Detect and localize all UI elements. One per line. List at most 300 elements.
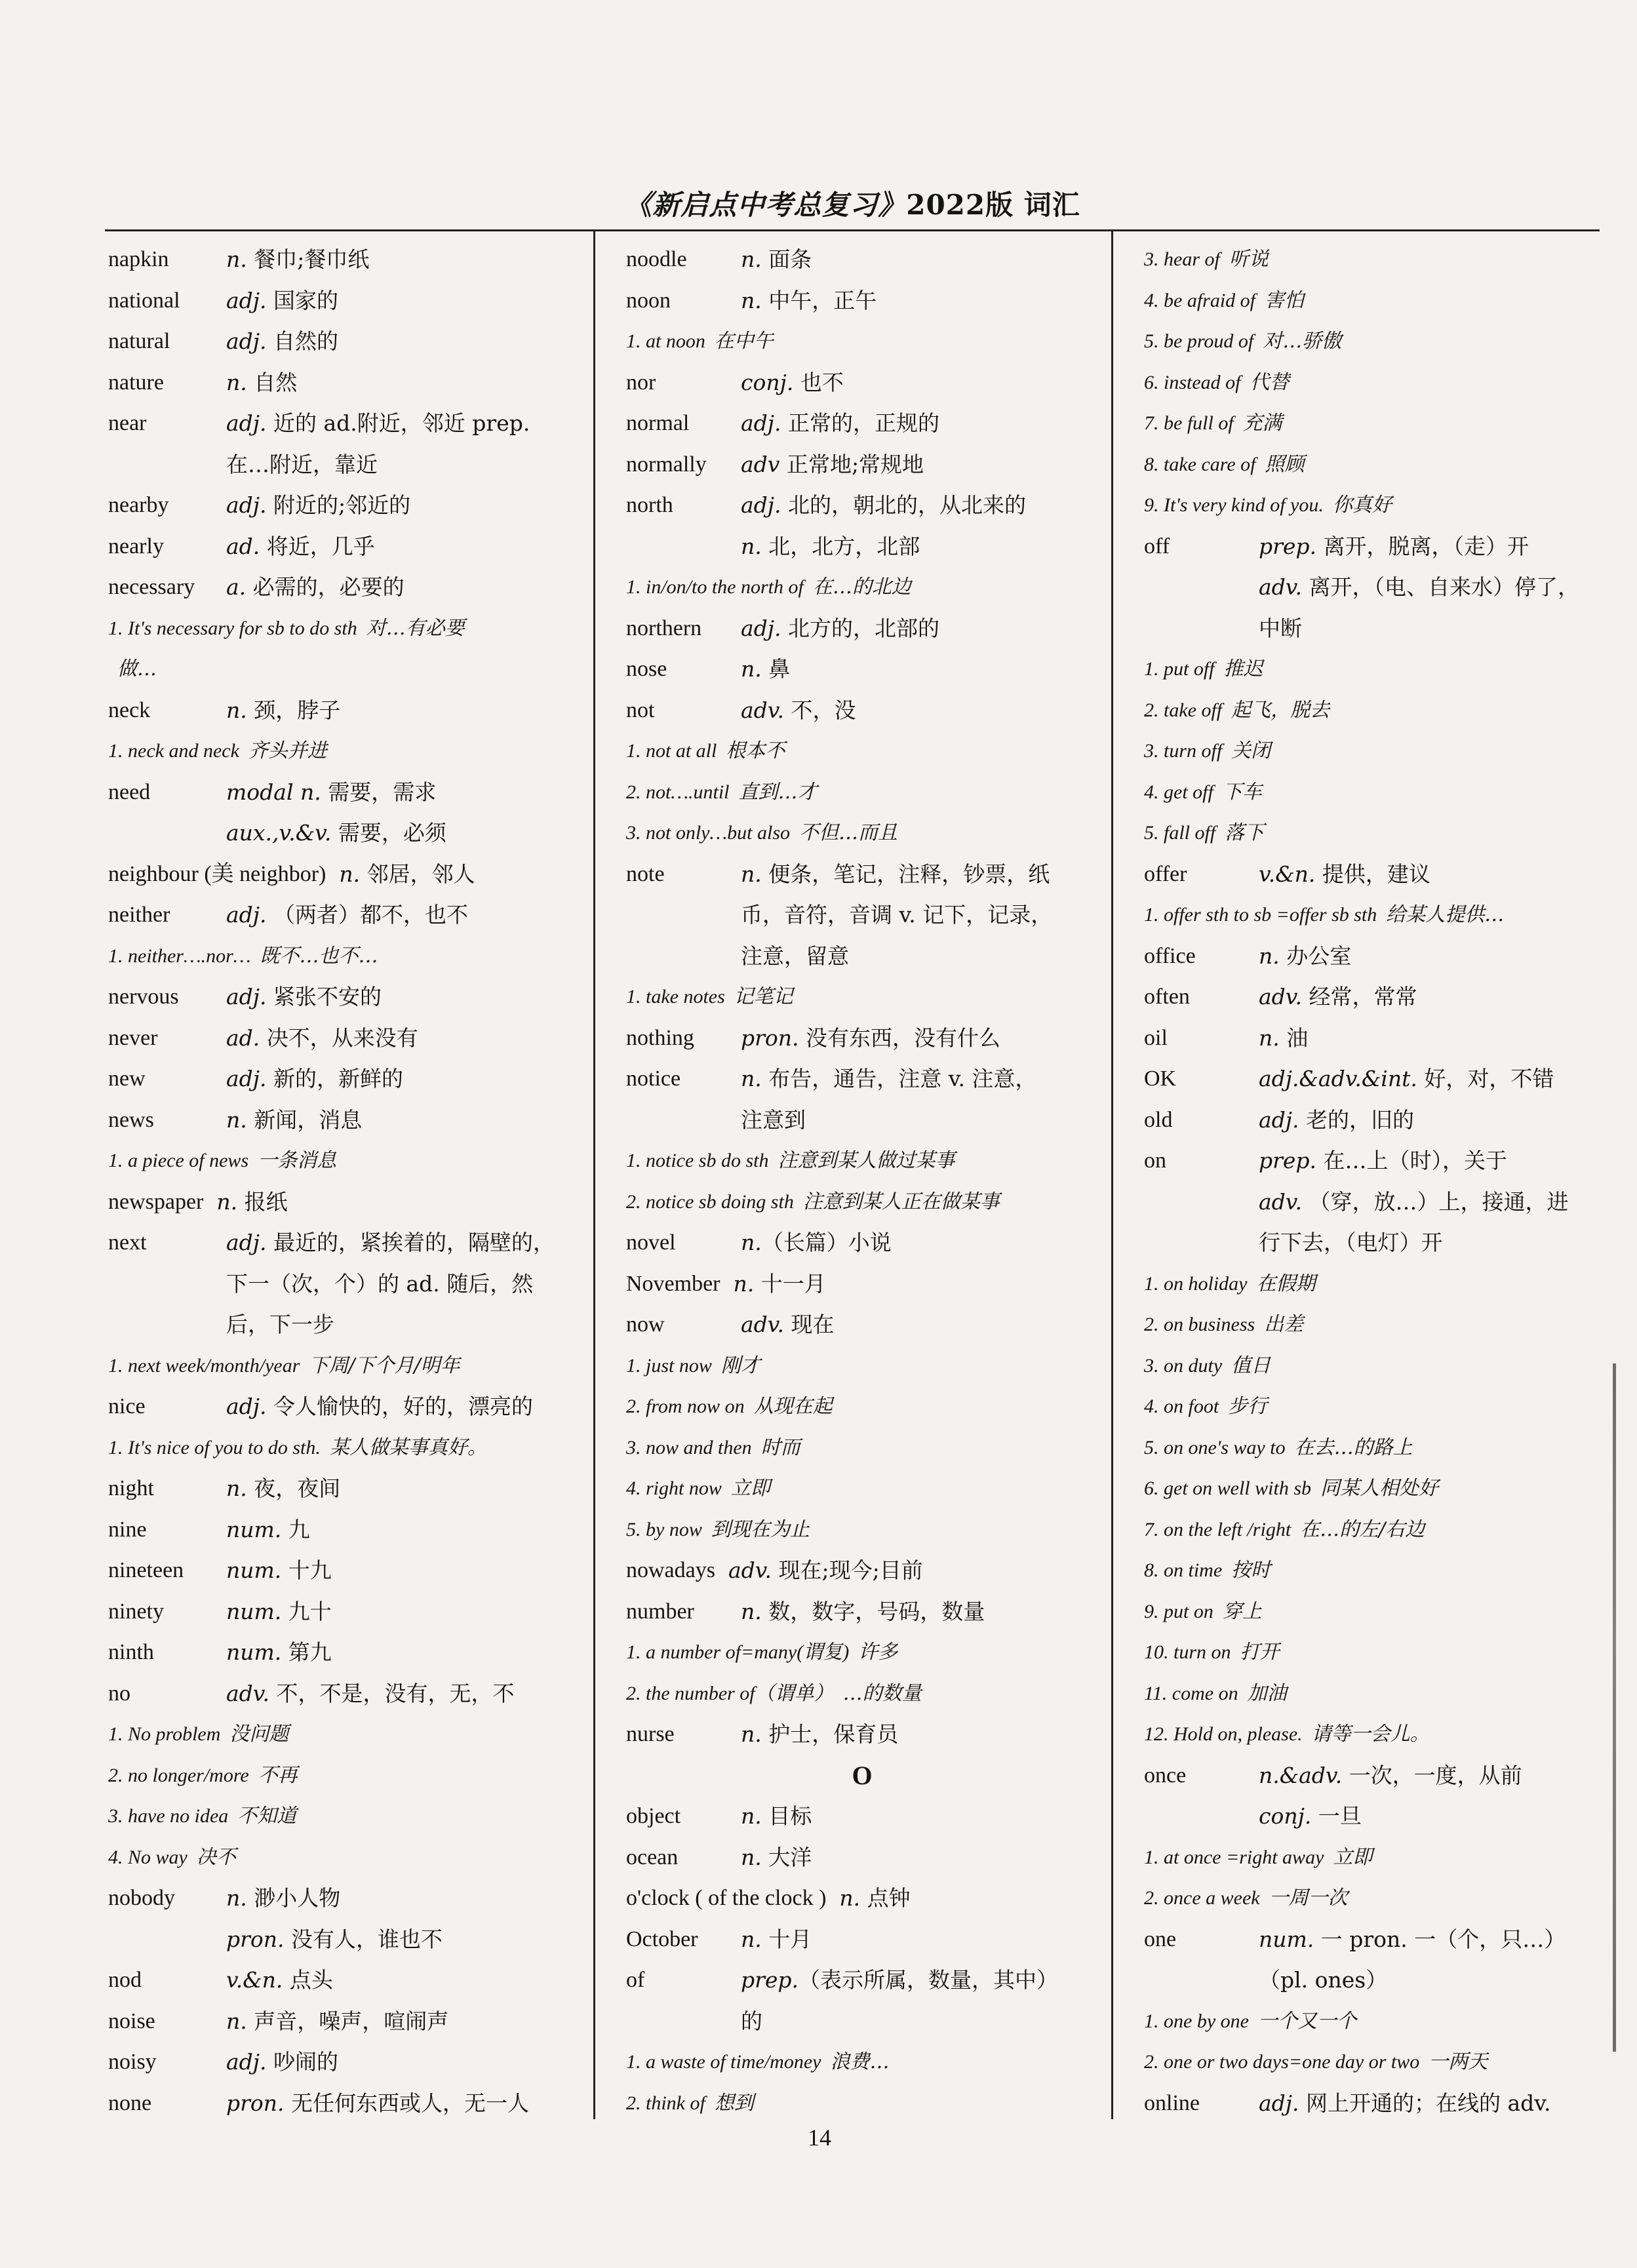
definition: n. 鼻 (741, 656, 791, 682)
vocab-entry (108, 1510, 580, 1551)
headword: nor (626, 370, 656, 395)
phrase-row (626, 2042, 1098, 2083)
phrase-english: 4. get off (1144, 781, 1213, 803)
vocab-column-1 (108, 239, 580, 2124)
headword: noon (626, 288, 671, 313)
vocab-entry (626, 1222, 1098, 1264)
headword: neighbour (美 neighbor) (108, 861, 326, 886)
header-rule (105, 229, 1600, 231)
phrase-chinese: 不再 (258, 1763, 298, 1787)
phrase-row (1144, 1632, 1616, 1673)
definition: n. 点钟 (839, 1885, 911, 1911)
phrase-chinese: 一周一次 (1269, 1887, 1348, 1909)
headword: night (108, 1476, 154, 1500)
definition-continuation (1144, 1796, 1616, 1837)
phrase-chinese: 落下 (1225, 821, 1265, 844)
phrase-chinese: 出差 (1264, 1313, 1304, 1336)
vocab-entry (626, 1837, 1098, 1879)
headword: noisy (108, 2050, 157, 2074)
phrase-chinese: 注意到某人正在做某事 (802, 1190, 1000, 1213)
phrase-english: 1. a waste of time/money (626, 2051, 821, 2073)
definition: n.&adv. 一次，一度，从前 (1259, 1762, 1522, 1788)
definition-continuation (1144, 1960, 1616, 2001)
phrase-english: 1. a number of=many(谓复) (626, 1641, 850, 1663)
phrase-english: 2. the number of（谓单） (626, 1682, 834, 1704)
definition: n. 护士，保育员 (741, 1721, 899, 1747)
definition: num. 十九 (226, 1557, 332, 1583)
phrase-row (1144, 485, 1616, 526)
definition: adj. 自然的 (226, 328, 339, 354)
definition: adj.&adv.&int. 好，对，不错 (1259, 1066, 1554, 1091)
phrase-row (1144, 1592, 1616, 1633)
vocab-column-3 (1144, 239, 1616, 2124)
headword: newspaper (108, 1189, 204, 1214)
phrase-chinese: 按时 (1231, 1559, 1271, 1582)
phrase-chinese: 直到…才 (738, 780, 818, 804)
phrase-chinese: 害怕 (1265, 288, 1304, 312)
definition: adv. 现在 (741, 1312, 835, 1337)
definition: ad. 将近，几乎 (226, 533, 375, 559)
phrase-chinese: 到现在为止 (711, 1517, 810, 1541)
headword: nod (108, 1968, 142, 1992)
phrase-chinese: 起飞，脱去 (1231, 698, 1330, 722)
vocab-entry (108, 1182, 580, 1223)
headword: news (108, 1107, 154, 1132)
phrase-row (108, 1755, 580, 1797)
headword: near (108, 411, 147, 435)
phrase-english: 9. put on (1144, 1600, 1213, 1622)
definition: adj. （两者）都不，也不 (226, 902, 469, 928)
vocab-entry (626, 1714, 1098, 1755)
headword: once (1144, 1763, 1187, 1788)
phrase-chinese: 下车 (1222, 780, 1262, 804)
definition: prep. 在…上（时），关于 (1259, 1148, 1508, 1173)
headword: off (1144, 534, 1170, 558)
column-divider-1 (593, 231, 595, 2119)
definition: n. 邻居，邻人 (339, 861, 475, 887)
definition: n. 便条，笔记，注释，钞票，纸 (741, 861, 1050, 887)
vocab-entry (626, 1796, 1098, 1837)
definition: 行下去，（电灯）开 (1259, 1230, 1443, 1255)
headword: online (1144, 2090, 1200, 2115)
phrase-chinese: 在中午 (714, 330, 774, 353)
phrase-chinese: 不知道 (237, 1805, 297, 1828)
phrase-english: 2. not….until (626, 781, 730, 803)
phrase-english: 3. on duty (1144, 1354, 1223, 1377)
phrase-english: 6. get on well with sb (1144, 1477, 1311, 1499)
phrase-chinese: 对…骄傲 (1263, 330, 1342, 353)
vocab-entry (108, 1550, 580, 1592)
definition: adj. 紧张不安的 (226, 984, 382, 1009)
phrase-chinese: 下周/下个月/明年 (309, 1354, 460, 1377)
phrase-chinese: 立即 (730, 1477, 770, 1500)
vocab-entry (108, 567, 580, 608)
phrase-row (626, 321, 1098, 362)
phrase-row (626, 1510, 1098, 1551)
headword: nearby (108, 493, 169, 517)
edition-year: 2022版 (906, 189, 1014, 221)
phrase-chinese: 关闭 (1231, 739, 1271, 762)
definition: modal n. 需要，需求 (226, 779, 437, 805)
definition: pron. 没有东西，没有什么 (741, 1025, 1001, 1051)
phrase-chinese: 你真好 (1332, 494, 1392, 517)
vocab-entry (108, 1018, 580, 1059)
headword: object (626, 1804, 681, 1828)
definition: num. 第九 (226, 1639, 332, 1665)
phrase-english: 2. take off (1144, 699, 1223, 721)
phrase-row (626, 1182, 1098, 1223)
phrase-english: 4. right now (626, 1477, 722, 1499)
phrase-row (108, 1346, 580, 1387)
headword: neither (108, 903, 170, 927)
phrase-english: 5. be proud of (1144, 330, 1254, 352)
book-title: 《新启点中考总复习》 (624, 189, 907, 221)
phrase-english: 1. offer sth to sb =offer sb sth (1144, 904, 1377, 926)
definition: adv. （穿，放…）上，接通，进 (1259, 1188, 1569, 1215)
headword: nice (108, 1394, 146, 1418)
definition: 在…附近，靠近 (226, 451, 378, 477)
vocab-entry (1144, 526, 1616, 568)
vocab-entry (626, 690, 1098, 732)
vocab-entry (1144, 1018, 1616, 1059)
headword: one (1144, 1926, 1177, 1951)
phrase-chinese: 决不 (196, 1845, 236, 1869)
definition: prep.（表示所属，数量，其中） (741, 1967, 1059, 1993)
phrase-chinese: 听说 (1229, 248, 1269, 271)
definition: adj. 令人愉快的，好的，漂亮的 (226, 1394, 534, 1419)
headword: normally (626, 452, 707, 477)
definition-continuation (108, 1304, 580, 1346)
vocab-entry (1144, 1100, 1616, 1141)
vocab-entry (626, 362, 1098, 404)
definition: n. 油 (1259, 1025, 1309, 1051)
vocab-entry (626, 1550, 1098, 1592)
vocab-entry (626, 1878, 1098, 1919)
phrase-english: 6. instead of (1144, 371, 1241, 393)
headword: noise (108, 2008, 155, 2033)
letter-heading: O (852, 1760, 873, 1790)
definition: n. 北，北方，北部 (741, 533, 920, 559)
phrase-english: 3. turn off (1144, 740, 1223, 762)
headword: nowadays (626, 1558, 715, 1582)
definition: n. 报纸 (216, 1188, 288, 1215)
phrase-row (626, 1141, 1098, 1182)
phrase-english: 3. now and then (626, 1436, 752, 1458)
definition: n. 餐巾;餐巾纸 (226, 246, 370, 272)
phrase-english: 1. on holiday (1144, 1272, 1248, 1295)
phrase-english: 3. not only…but also (626, 822, 791, 844)
vocab-entry (626, 1304, 1098, 1346)
headword: number (626, 1599, 694, 1624)
headword: natural (108, 329, 170, 353)
phrase-chinese: 立即 (1333, 1845, 1373, 1869)
headword: national (108, 288, 180, 313)
headword: not (626, 697, 655, 722)
phrase-row (1144, 281, 1616, 322)
vocab-entry (108, 281, 580, 322)
definition: n. 自然 (226, 369, 298, 395)
definition: pron. 无任何东西或人，无一人 (226, 2090, 530, 2116)
phrase-row (108, 1714, 580, 1755)
phrase-english: 8. take care of (1144, 453, 1256, 475)
phrase-english: 1. not at all (626, 740, 717, 762)
definition-continuation (1144, 1222, 1616, 1264)
phrase-row (1144, 444, 1616, 486)
phrase-chinese: 照顾 (1265, 452, 1305, 476)
phrase-row (108, 1796, 580, 1837)
phrase-row (626, 977, 1098, 1018)
vocab-entry (108, 1386, 580, 1428)
phrase-row (626, 567, 1098, 608)
vocab-entry (626, 444, 1098, 486)
phrase-row (1144, 1304, 1616, 1346)
headword: nine (108, 1517, 147, 1542)
definition: adj. 网上开通的；在线的 adv. (1259, 2090, 1551, 2116)
headword: October (626, 1926, 698, 1951)
phrase-row (626, 1346, 1098, 1387)
phrase-row (1144, 321, 1616, 362)
headword: o'clock ( of the clock ) (626, 1886, 827, 1910)
headword: ocean (626, 1845, 679, 1869)
vocab-entry (626, 1018, 1098, 1059)
vocab-entry (108, 1878, 580, 1919)
phrase-row (1144, 1346, 1616, 1387)
definition: n. 办公室 (1259, 943, 1352, 969)
phrase-row (1144, 2042, 1616, 2083)
column-divider-2 (1111, 231, 1113, 2119)
definition-continuation (108, 1919, 580, 1961)
phrase-chinese: 许多 (858, 1641, 898, 1664)
headword: old (1144, 1107, 1173, 1132)
definition: （pl. ones） (1259, 1967, 1388, 1993)
phrase-row (108, 1837, 580, 1879)
definition-continuation (1144, 1182, 1616, 1223)
definition: adv. 经常，常常 (1259, 984, 1417, 1009)
definition: adj. 附近的;邻近的 (226, 492, 411, 518)
phrase-row (1144, 1837, 1616, 1879)
vocab-entry (108, 321, 580, 362)
definition: num. 九 (226, 1516, 310, 1542)
phrase-english: 2. notice sb doing sth (626, 1190, 794, 1213)
phrase-row (626, 1386, 1098, 1428)
vocab-entry (626, 485, 1098, 526)
headword: nose (626, 657, 667, 681)
phrase-chinese: 打开 (1240, 1641, 1280, 1664)
headword: north (626, 493, 673, 517)
phrase-row (1144, 690, 1616, 732)
definition-continuation (108, 444, 580, 486)
headword: note (626, 861, 665, 886)
phrase-chinese: 加油 (1247, 1681, 1287, 1705)
phrase-row (1144, 1264, 1616, 1305)
vocab-entry (626, 1264, 1098, 1305)
phrase-chinese: 齐头并进 (248, 739, 327, 762)
page-header (105, 184, 1600, 229)
phrase-chinese: 在…的左/右边 (1300, 1517, 1425, 1541)
phrase-english: 1. take notes (626, 986, 725, 1007)
phrase-chinese: 对…有必要 (366, 616, 465, 640)
phrase-english: 7. be full of (1144, 412, 1234, 434)
phrase-chinese: 在去…的路上 (1294, 1436, 1413, 1459)
definition: n. 十月 (741, 1926, 812, 1952)
phrase-chinese: 请等一会儿。 (1311, 1723, 1430, 1746)
phrase-english: 9. It's very kind of you. (1144, 494, 1324, 516)
definition: adj. 吵闹的 (226, 2049, 339, 2075)
definition: adv. 不，没 (741, 697, 856, 723)
definition: 中断 (1259, 615, 1302, 641)
vocab-entry (626, 649, 1098, 690)
phrase-english: 1. No problem (108, 1723, 221, 1745)
headword: no (108, 1681, 130, 1706)
definition: adj. 近的 ad.附近，邻近 prep. (226, 410, 530, 436)
phrase-row (108, 1428, 580, 1469)
phrase-english: 1. in/on/to the north of (626, 576, 804, 598)
phrase-english: 1. put off (1144, 658, 1215, 680)
phrase-english: 1. just now (626, 1354, 712, 1377)
headword: oil (1144, 1025, 1168, 1050)
definition-continuation (626, 1100, 1098, 1141)
phrase-row (626, 813, 1098, 854)
phrase-english: 1. at noon (626, 330, 705, 352)
phrase-chinese: 既不…也不… (260, 944, 378, 968)
section-name: 词汇 (1023, 189, 1080, 221)
phrase-chinese: 想到 (714, 2091, 754, 2115)
phrase-english: 1. neither….nor… (108, 945, 251, 967)
phrase-chinese: …的数量 (842, 1681, 922, 1705)
definition: 币，音符，音调 v. 记下，记录， (741, 902, 1053, 928)
phrase-chinese: 值日 (1231, 1354, 1271, 1377)
definition: n. 面条 (741, 246, 812, 272)
phrase-english: 4. be afraid of (1144, 289, 1255, 311)
definition: prep. 离开，脱离，（走）开 (1259, 533, 1529, 559)
phrase-chinese: 给某人提供… (1386, 903, 1505, 926)
definition: n. 大洋 (741, 1844, 812, 1870)
definition-continuation (108, 813, 580, 854)
phrase-row (1144, 1878, 1616, 1919)
headword: office (1144, 943, 1196, 968)
vocab-entry (108, 1960, 580, 2001)
phrase-english: 1. next week/month/year (108, 1354, 300, 1377)
phrase-row (108, 608, 580, 650)
definition: ad. 决不，从来没有 (226, 1025, 418, 1051)
headword: necessary (108, 575, 195, 599)
definition: n. 渺小人物 (226, 1885, 341, 1911)
phrase-chinese: 根本不 (726, 739, 785, 762)
phrase-row (1144, 1428, 1616, 1469)
headword: none (108, 2090, 152, 2115)
phrase-chinese: 穿上 (1222, 1599, 1262, 1623)
headword: new (108, 1066, 146, 1091)
definition-continuation (626, 2001, 1098, 2043)
vocab-entry (108, 1059, 580, 1100)
headword: now (626, 1312, 665, 1337)
vocab-entry (108, 485, 580, 526)
headword: nurse (626, 1722, 675, 1746)
vocab-entry (108, 362, 580, 404)
definition: adj. 老的，旧的 (1259, 1106, 1415, 1133)
vocab-entry (626, 1592, 1098, 1633)
phrase-chinese: 从现在起 (753, 1395, 833, 1418)
vocab-entry (1144, 854, 1616, 895)
headword: November (626, 1271, 720, 1296)
phrase-row (626, 731, 1098, 772)
phrase-english: 1. a piece of news (108, 1150, 249, 1171)
phrase-english: 5. by now (626, 1518, 702, 1540)
headword: nature (108, 370, 164, 395)
phrase-row (1144, 362, 1616, 404)
phrase-chinese: 步行 (1228, 1395, 1268, 1418)
phrase-row (1144, 403, 1616, 444)
headword: novel (626, 1230, 676, 1255)
vocab-entry (626, 854, 1098, 895)
definition: n. 十一月 (733, 1270, 826, 1297)
definition: adj. 北方的，北部的 (741, 615, 940, 641)
definition-continuation (626, 936, 1098, 977)
definition: adj. 最近的，紧挨着的，隔壁的， (226, 1230, 555, 1255)
phrase-chinese: 时而 (760, 1436, 800, 1459)
headword: next (108, 1230, 147, 1255)
headword: nothing (626, 1025, 694, 1050)
phrase-chinese: 刚才 (720, 1354, 760, 1377)
headword: often (1144, 985, 1190, 1009)
headword: OK (1144, 1066, 1177, 1091)
headword: northern (626, 616, 702, 640)
definition: conj. 一旦 (1259, 1803, 1362, 1829)
definition: 注意到 (741, 1106, 806, 1133)
phrase-chinese: 在…的北边 (812, 576, 911, 598)
phrase-english: 2. one or two days=one day or two (1144, 2051, 1420, 2073)
vocab-entry (108, 690, 580, 732)
phrase-chinese: 浪费… (830, 2050, 890, 2073)
definition: n. 数，数字，号码，数量 (741, 1598, 985, 1624)
phrase-english: 2. think of (626, 2092, 705, 2114)
definition: pron. 没有人，谁也不 (226, 1926, 443, 1952)
definition: adj. 国家的 (226, 287, 339, 313)
phrase-chinese: 代替 (1250, 370, 1290, 394)
phrase-row (1144, 2001, 1616, 2043)
phrase-english: 5. on one's way to (1144, 1436, 1286, 1458)
vocab-column-2 (626, 239, 1098, 2124)
vocab-entry (626, 239, 1098, 281)
vocab-entry (626, 281, 1098, 322)
headword: of (626, 1968, 645, 1992)
phrase-english: 7. on the left /right (1144, 1518, 1292, 1540)
phrase-row (108, 731, 580, 772)
vocab-entry (626, 1960, 1098, 2001)
vocab-entry (108, 239, 580, 281)
phrase-chinese: 充满 (1242, 412, 1282, 435)
phrase-row (1144, 1510, 1616, 1551)
vocab-entry (626, 1919, 1098, 1961)
phrase-english: 1. at once =right away (1144, 1846, 1324, 1868)
phrase-row (626, 1428, 1098, 1469)
phrase-chinese: 不但…而且 (799, 821, 898, 844)
definition: adv 正常地;常规地 (741, 451, 924, 477)
definition: n. 新闻，消息 (226, 1106, 363, 1133)
phrase-chinese: 一两天 (1429, 2050, 1488, 2073)
definition: n.（长篇）小说 (741, 1230, 892, 1255)
phrase-english: 8. on time (1144, 1559, 1223, 1581)
phrase-english: 2. from now on (626, 1396, 745, 1417)
headword: normal (626, 411, 690, 435)
phrase-chinese: 推迟 (1223, 657, 1263, 680)
definition: n. 中午，正午 (741, 287, 877, 313)
definition: conj. 也不 (741, 369, 844, 395)
definition-continuation (626, 895, 1098, 936)
vocab-entry (1144, 1059, 1616, 1100)
vocab-entry (626, 1059, 1098, 1100)
phrase-chinese: 记笔记 (734, 985, 793, 1008)
